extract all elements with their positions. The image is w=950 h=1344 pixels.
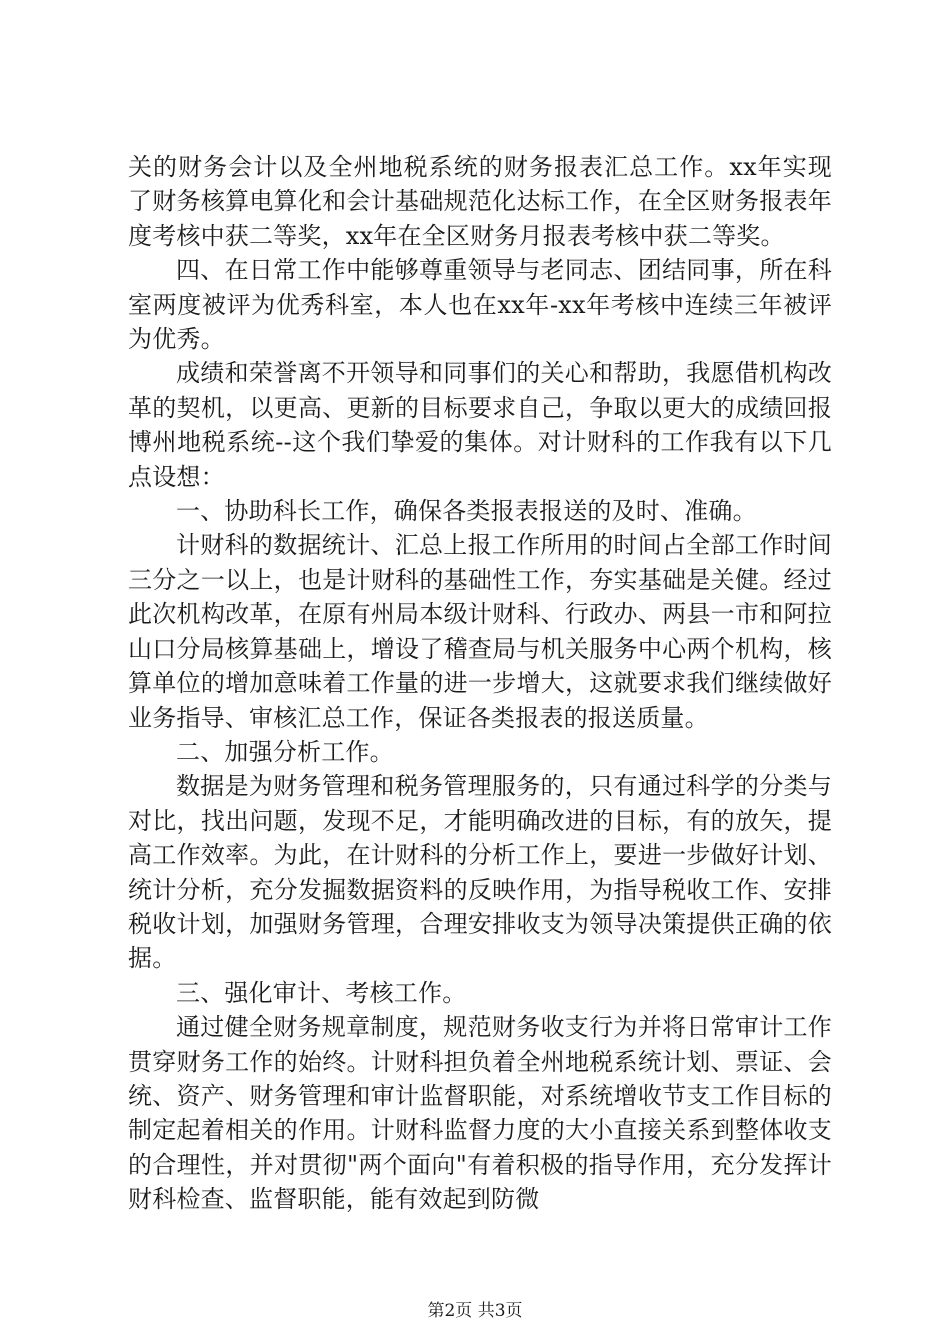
paragraph-3: 成绩和荣誉离不开领导和同事们的关心和帮助，我愿借机构改革的契机，以更高、更新的目标要求自己，争取以更大的成绩回报博州地税系统--这个我们挚爱的集体。对计财科的工作我有以下几点设想： (128, 359, 832, 491)
paragraph-1: 关的财务会计以及全州地税系统的财务报表汇总工作。xx年实现了财务核算电算化和会计基础规范化达标工作，在全区财务报表年度考核中获二等奖，xx年在全区财务月报表考核中获二等奖。 (128, 153, 832, 250)
page-footer (0, 1296, 950, 1321)
paragraph-5: 数据是为财务管理和税务管理服务的，只有通过科学的分类与对比，找出问题，发现不足，才能明确改进的目标，有的放矢，提高工作效率。为此，在计财科的分析工作上，要进一步做好计划、统计分析，充分发掘数据资料的反映作用，为指导税收工作、安排税收计划，加强财务管理，合理安排收支为领导决策提供正确的依据。 (128, 772, 832, 973)
section-heading-3: 三、强化审计、考核工作。 (176, 978, 467, 1007)
page-number-label: 第2页 共3页 (427, 1301, 523, 1321)
paragraph-2: 四、在日常工作中能够尊重领导与老同志、团结同事，所在科室两度被评为优秀科室，本人也在xx年-xx年考核中连续三年被评为优秀。 (128, 256, 832, 354)
document-body (128, 150, 832, 1217)
section-heading-1: 一、协助科长工作，确保各类报表报送的及时、准确。 (176, 497, 757, 526)
paragraph-4: 计财科的数据统计、汇总上报工作所用的时间占全部工作时间三分之一以上，也是计财科的基础性工作，夯实基础是关健。经过此次机构改革，在原有州局本级计财科、行政办、两县一市和阿拉山口分局核算基础上，增设了稽查局与机关服务中心两个机构，核算单位的增加意味着工作量的进一步增大，这就要求我们继续做好业务指导、审核汇总工作，保证各类报表的报送质量。 (128, 531, 832, 732)
section-heading-2: 二、加强分析工作。 (176, 737, 394, 766)
paragraph-6: 通过健全财务规章制度，规范财务收支行为并将日常审计工作贯穿财务工作的始终。计财科担负着全州地税系统计划、票证、会统、资产、财务管理和审计监督职能，对系统增收节支工作目标的制定起着相关的作用。计财科监督力度的大小直接关系到整体收支的合理性，并对贯彻"两个面向"有着积极的指导作用，充分发挥计财科检查、监督职能，能有效起到防微 (128, 1013, 832, 1214)
